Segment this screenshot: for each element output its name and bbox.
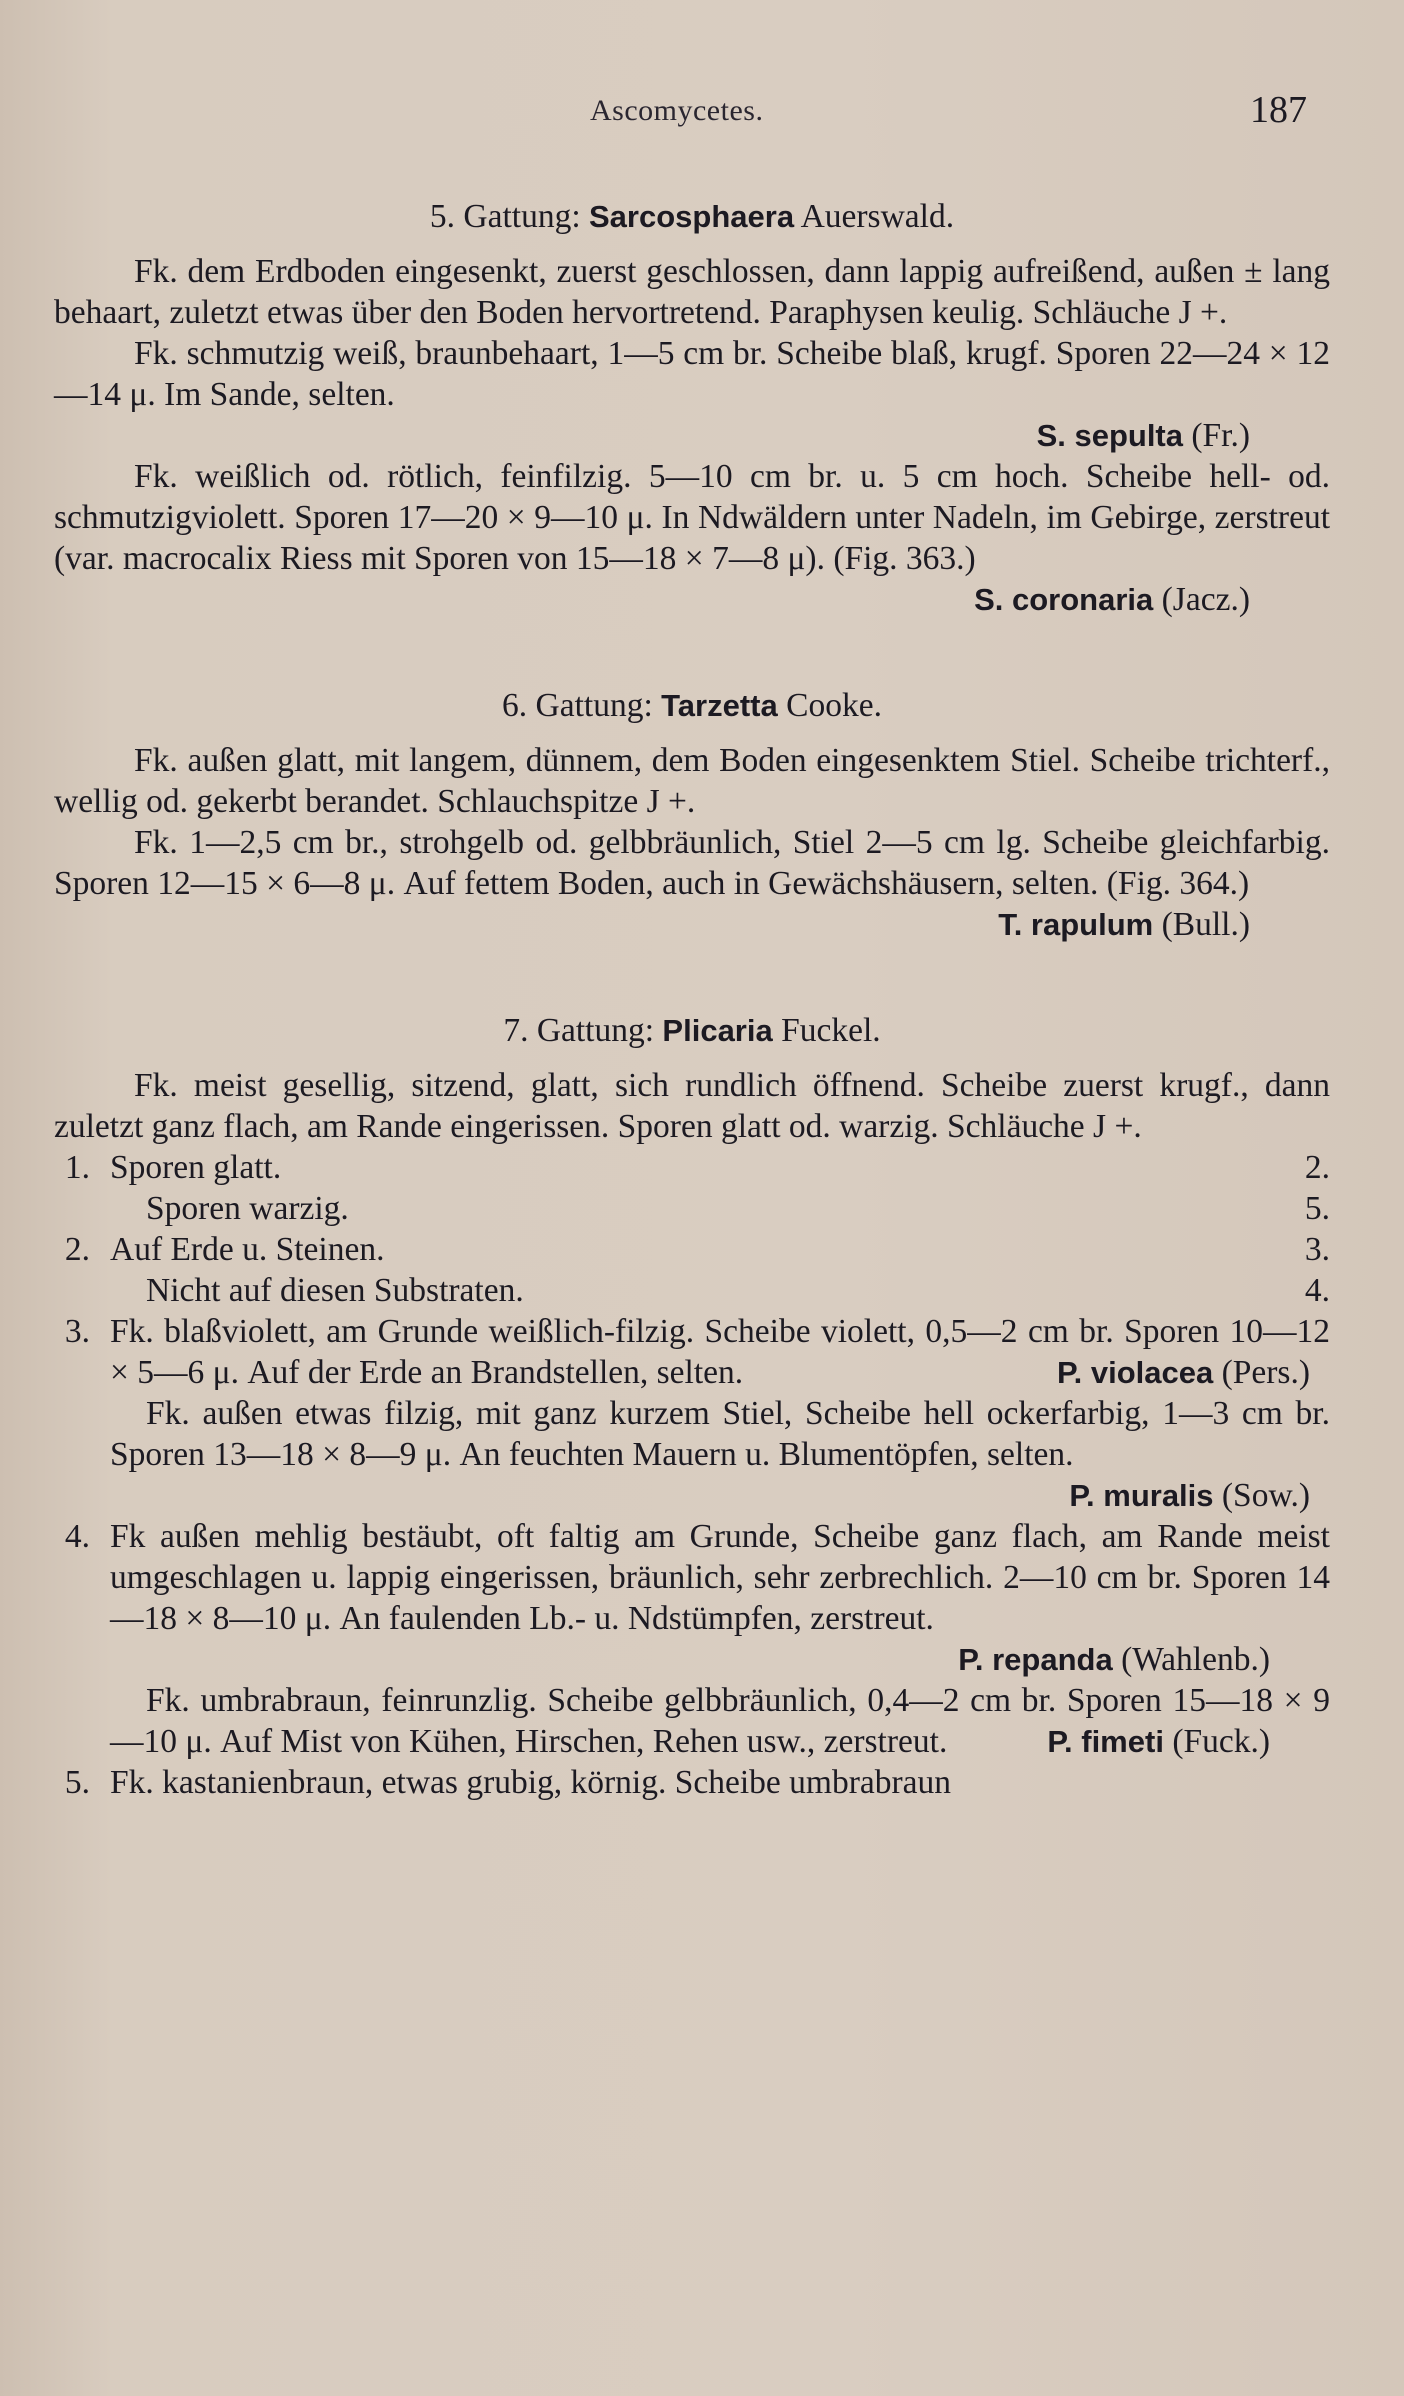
- section-gap: [54, 945, 1330, 1010]
- genus-name: Tarzetta: [661, 688, 778, 723]
- species-author: (Fr.): [1183, 417, 1250, 454]
- key-entry: [54, 1762, 1330, 1803]
- key-text: Fk außen mehlig bestäubt, oft faltig am Grunde, Scheibe ganz flach, am Rande meist umgeschlagen u. lappig eingerissen, bräunlich, sehr zerbrechlich. 2—10 cm br. Sporen 14—18 × 8—10 μ. An faulenden Lb.- u. Ndstümpfen, zerstreut.: [110, 1518, 1330, 1637]
- key-text: Fk. außen etwas filzig, mit ganz kurzem Stiel, Scheibe hell ockerfarbig, 1—3 cm br. Sporen 13—18 × 8—9 μ. An feuchten Mauern u. Blumentöpfen, selten.: [110, 1395, 1330, 1473]
- genus-author: Cooke.: [777, 687, 882, 724]
- page-number: 187: [1250, 89, 1307, 131]
- key-entry: [54, 1147, 1330, 1188]
- species-author: (Jacz.): [1153, 581, 1250, 618]
- species-description: Fk. weißlich od. rötlich, feinfilzig. 5—10 cm br. u. 5 cm hoch. Scheibe hell- od. schmutzigviolett. Sporen 17—20 × 9—10 μ. In Ndwäldern unter Nadeln, im Gebirge, zerstreut (var. macrocalix Riess mit Sporen von 15—18 × 7—8 μ). (Fig. 363.): [54, 458, 1330, 577]
- genus-description: Fk. meist gesellig, sitzend, glatt, sich rundlich öffnend. Scheibe zuerst krugf., dann zuletzt ganz flach, am Rande eingerissen. Sporen glatt od. warzig. Schläuche J +.: [54, 1067, 1330, 1145]
- genus-author: Fuckel.: [772, 1012, 881, 1049]
- species-name-line: [54, 415, 1330, 456]
- heading-prefix: 6. Gattung:: [502, 687, 662, 724]
- species-name-line: [54, 579, 1330, 620]
- key-reference: 2.: [1304, 1149, 1330, 1186]
- species-name-line: [54, 904, 1330, 945]
- species-name: P. fimeti: [1047, 1724, 1164, 1759]
- species-author: (Wahlenb.): [1112, 1641, 1270, 1678]
- species-name: P. repanda: [958, 1642, 1113, 1677]
- key-entry: [54, 1229, 1330, 1270]
- key-entry-alternative: [54, 1188, 1330, 1229]
- genus-description: Fk. dem Erdboden eingesenkt, zuerst geschlossen, dann lappig aufreißend, außen ± lang behaart, zuletzt etwas über den Boden hervortretend. Paraphysen keulig. Schläuche J +.: [54, 253, 1330, 331]
- species-author: (Pers.): [1213, 1354, 1310, 1391]
- species-name: S. sepulta: [1036, 418, 1183, 453]
- genus-description: Fk. außen glatt, mit langem, dünnem, dem Boden eingesenktem Stiel. Scheibe trichterf., wellig od. gekerbt berandet. Schlauchspitze J +.: [54, 742, 1330, 820]
- species-name-line: [1057, 1352, 1330, 1393]
- key-text: Auf Erde u. Steinen.: [110, 1231, 385, 1268]
- genus-author: Auerswald.: [794, 198, 955, 235]
- key-text: Fk. blaßviolett, am Grunde weißlich-filzig. Scheibe violett, 0,5—2 cm br. Sporen 10—12 × 5—6 μ. Auf der Erde an Brandstellen, selten.: [110, 1313, 1330, 1391]
- genus-heading-sarcosphaera: [54, 196, 1330, 237]
- page-body: [54, 196, 1330, 1803]
- genus-name: Sarcosphaera: [589, 199, 795, 234]
- key-reference: 5.: [1304, 1190, 1330, 1227]
- heading-prefix: 5. Gattung:: [429, 198, 589, 235]
- key-number: 3.: [64, 1313, 90, 1350]
- key-number: 4.: [64, 1518, 90, 1555]
- heading-prefix: 7. Gattung:: [503, 1012, 663, 1049]
- genus-heading-tarzetta: [54, 685, 1330, 726]
- key-entry-alternative: [54, 1393, 1330, 1516]
- species-author: (Bull.): [1153, 906, 1250, 943]
- key-reference: 4.: [1304, 1272, 1330, 1309]
- species-name: T. rapulum: [998, 907, 1154, 942]
- key-number: 5.: [64, 1764, 90, 1801]
- key-text-block: [90, 1680, 1330, 1762]
- key-text-block: [90, 1311, 1330, 1393]
- key-text: Nicht auf diesen Substraten.: [146, 1272, 524, 1309]
- species-author: (Fuck.): [1163, 1723, 1270, 1760]
- key-text-block: [90, 1393, 1330, 1516]
- running-head: Ascomycetes.: [590, 94, 764, 127]
- key-entry-alternative: [54, 1270, 1330, 1311]
- species-name: P. violacea: [1056, 1355, 1214, 1390]
- section-gap: [54, 620, 1330, 685]
- genus-heading-plicaria: [54, 1010, 1330, 1051]
- genus-name: Plicaria: [662, 1013, 773, 1048]
- species-name-line: [1069, 1475, 1330, 1516]
- species-name-line: [110, 1639, 1330, 1680]
- key-number: 1.: [64, 1149, 90, 1186]
- species-description: Fk. schmutzig weiß, braunbehaart, 1—5 cm br. Scheibe blaß, krugf. Sporen 22—24 × 12—14 μ. Im Sande, selten.: [54, 335, 1330, 413]
- species-name: S. coronaria: [974, 582, 1154, 617]
- key-entry: [54, 1516, 1330, 1680]
- key-entry-alternative: [54, 1680, 1330, 1762]
- key-text: Fk. umbrabraun, feinrunzlig. Scheibe gelbbräunlich, 0,4—2 cm br. Sporen 15—18 × 9—10 μ. Auf Mist von Kühen, Hirschen, Rehen usw., zerstreut.: [110, 1682, 1330, 1760]
- key-text: Sporen warzig.: [146, 1190, 349, 1227]
- key-reference: 3.: [1304, 1231, 1330, 1268]
- key-text-block: [90, 1516, 1330, 1680]
- key-number: 2.: [64, 1231, 90, 1268]
- key-text: Sporen glatt.: [110, 1149, 282, 1186]
- key-entry: [54, 1311, 1330, 1393]
- page-header: [0, 84, 1404, 144]
- key-text: Fk. kastanienbraun, etwas grubig, körnig. Scheibe umbrabraun: [110, 1764, 952, 1801]
- species-description: Fk. 1—2,5 cm br., strohgelb od. gelbbräunlich, Stiel 2—5 cm lg. Scheibe gleichfarbig. Sporen 12—15 × 6—8 μ. Auf fettem Boden, auch in Gewächshäusern, selten. (Fig. 364.): [54, 824, 1330, 902]
- species-name: P. muralis: [1069, 1478, 1214, 1513]
- species-name-line: [1047, 1721, 1330, 1762]
- species-author: (Sow.): [1213, 1477, 1310, 1514]
